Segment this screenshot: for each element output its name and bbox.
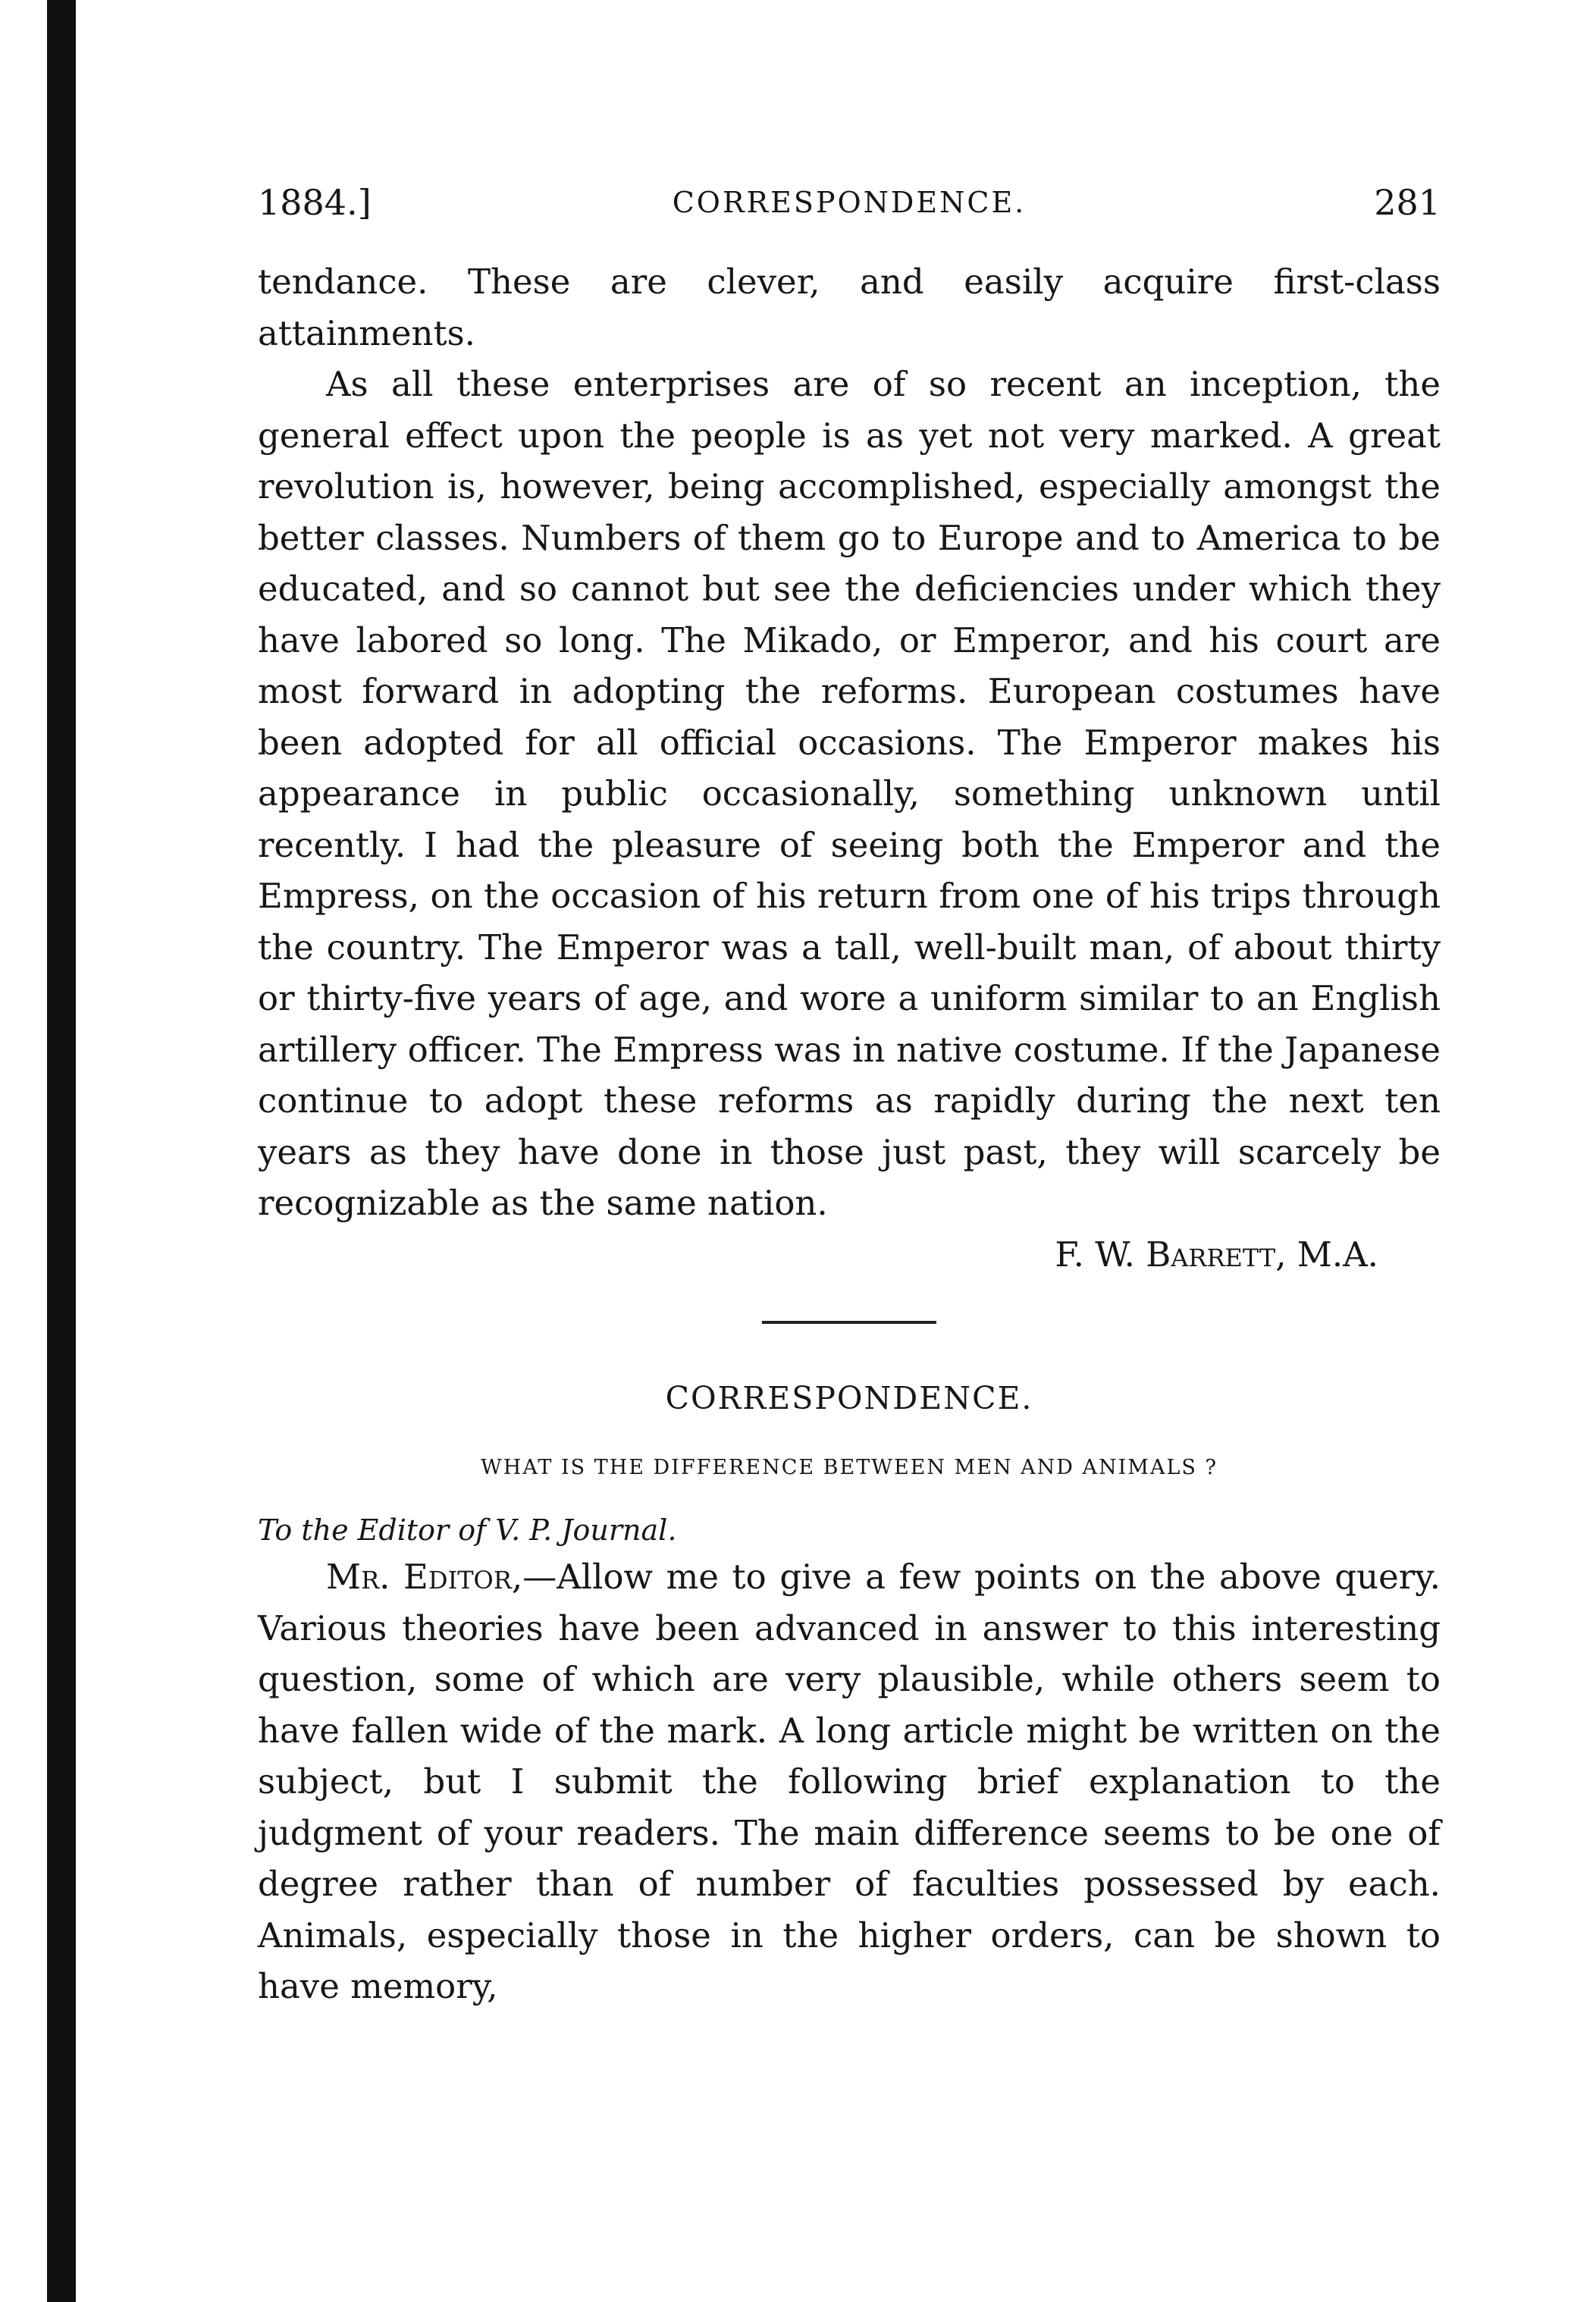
letter-paragraph	[258, 1551, 1441, 2012]
letter-body: —Allow me to give a few points on the above query. Various theories have been advanced in answer to this interesting question, some of which are very plausible, while others seem to have fallen wide of the mark. A long article might be written on the subject, but I submit the following brief explanation to the judgment of your readers. The main difference seems to be one of degree rather than of number of faculties possessed by each. Animals, especially those in the higher orders, can be shown to have memory,	[258, 1557, 1441, 2006]
letter-title: WHAT IS THE DIFFERENCE BETWEEN MEN AND ANIMALS ?	[481, 1456, 1218, 1479]
running-head-year: 1884.]	[258, 182, 372, 223]
letter-salutation: To the Editor of V. P. Journal.	[258, 1513, 677, 1547]
page-number: 281	[1374, 182, 1441, 223]
page-binding-edge	[47, 0, 76, 2302]
continued-paragraph: tendance. These are clever, and easily acquire first-class attainments.	[258, 262, 1441, 353]
section-heading: CORRESPONDENCE.	[665, 1380, 1033, 1416]
article-paragraph: As all these enterprises are of so recent an inception, the general effect upon the people is as yet not very marked. A great revolution is, however, being accomplished, especially amongst the better classes. Numbers of them go to Europe and to America to be educated, and so cannot but see the deficiencies under which they have labored so long. The Mikado, or Emperor, and his court are most forward in adopting the reforms. European costumes have been adopted for all official occasions. The Emperor makes his appearance in public occasionally, something unknown until recently. I had the pleasure of seeing both the Emperor and the Empress, on the occasion of his return from one of his trips through the country. The Emperor was a tall, well-built man, of about thirty or thirty-five years of age, and wore a uniform similar to an English artillery officer. The Empress was in native costume. If the Japanese continue to adopt these reforms as rapidly during the next ten years as they have done in those just past, they will scarcely be recognizable as the same nation.	[258, 364, 1441, 1223]
section-divider-rule	[762, 1321, 936, 1324]
page	[258, 0, 1441, 2302]
author-signature: F. W. Barrett, M.A.	[1055, 1234, 1378, 1275]
letter-address: Mr. Editor,	[326, 1557, 523, 1597]
body-text	[258, 256, 1441, 2012]
running-head-title: CORRESPONDENCE.	[672, 186, 1027, 219]
running-head	[258, 176, 1441, 229]
